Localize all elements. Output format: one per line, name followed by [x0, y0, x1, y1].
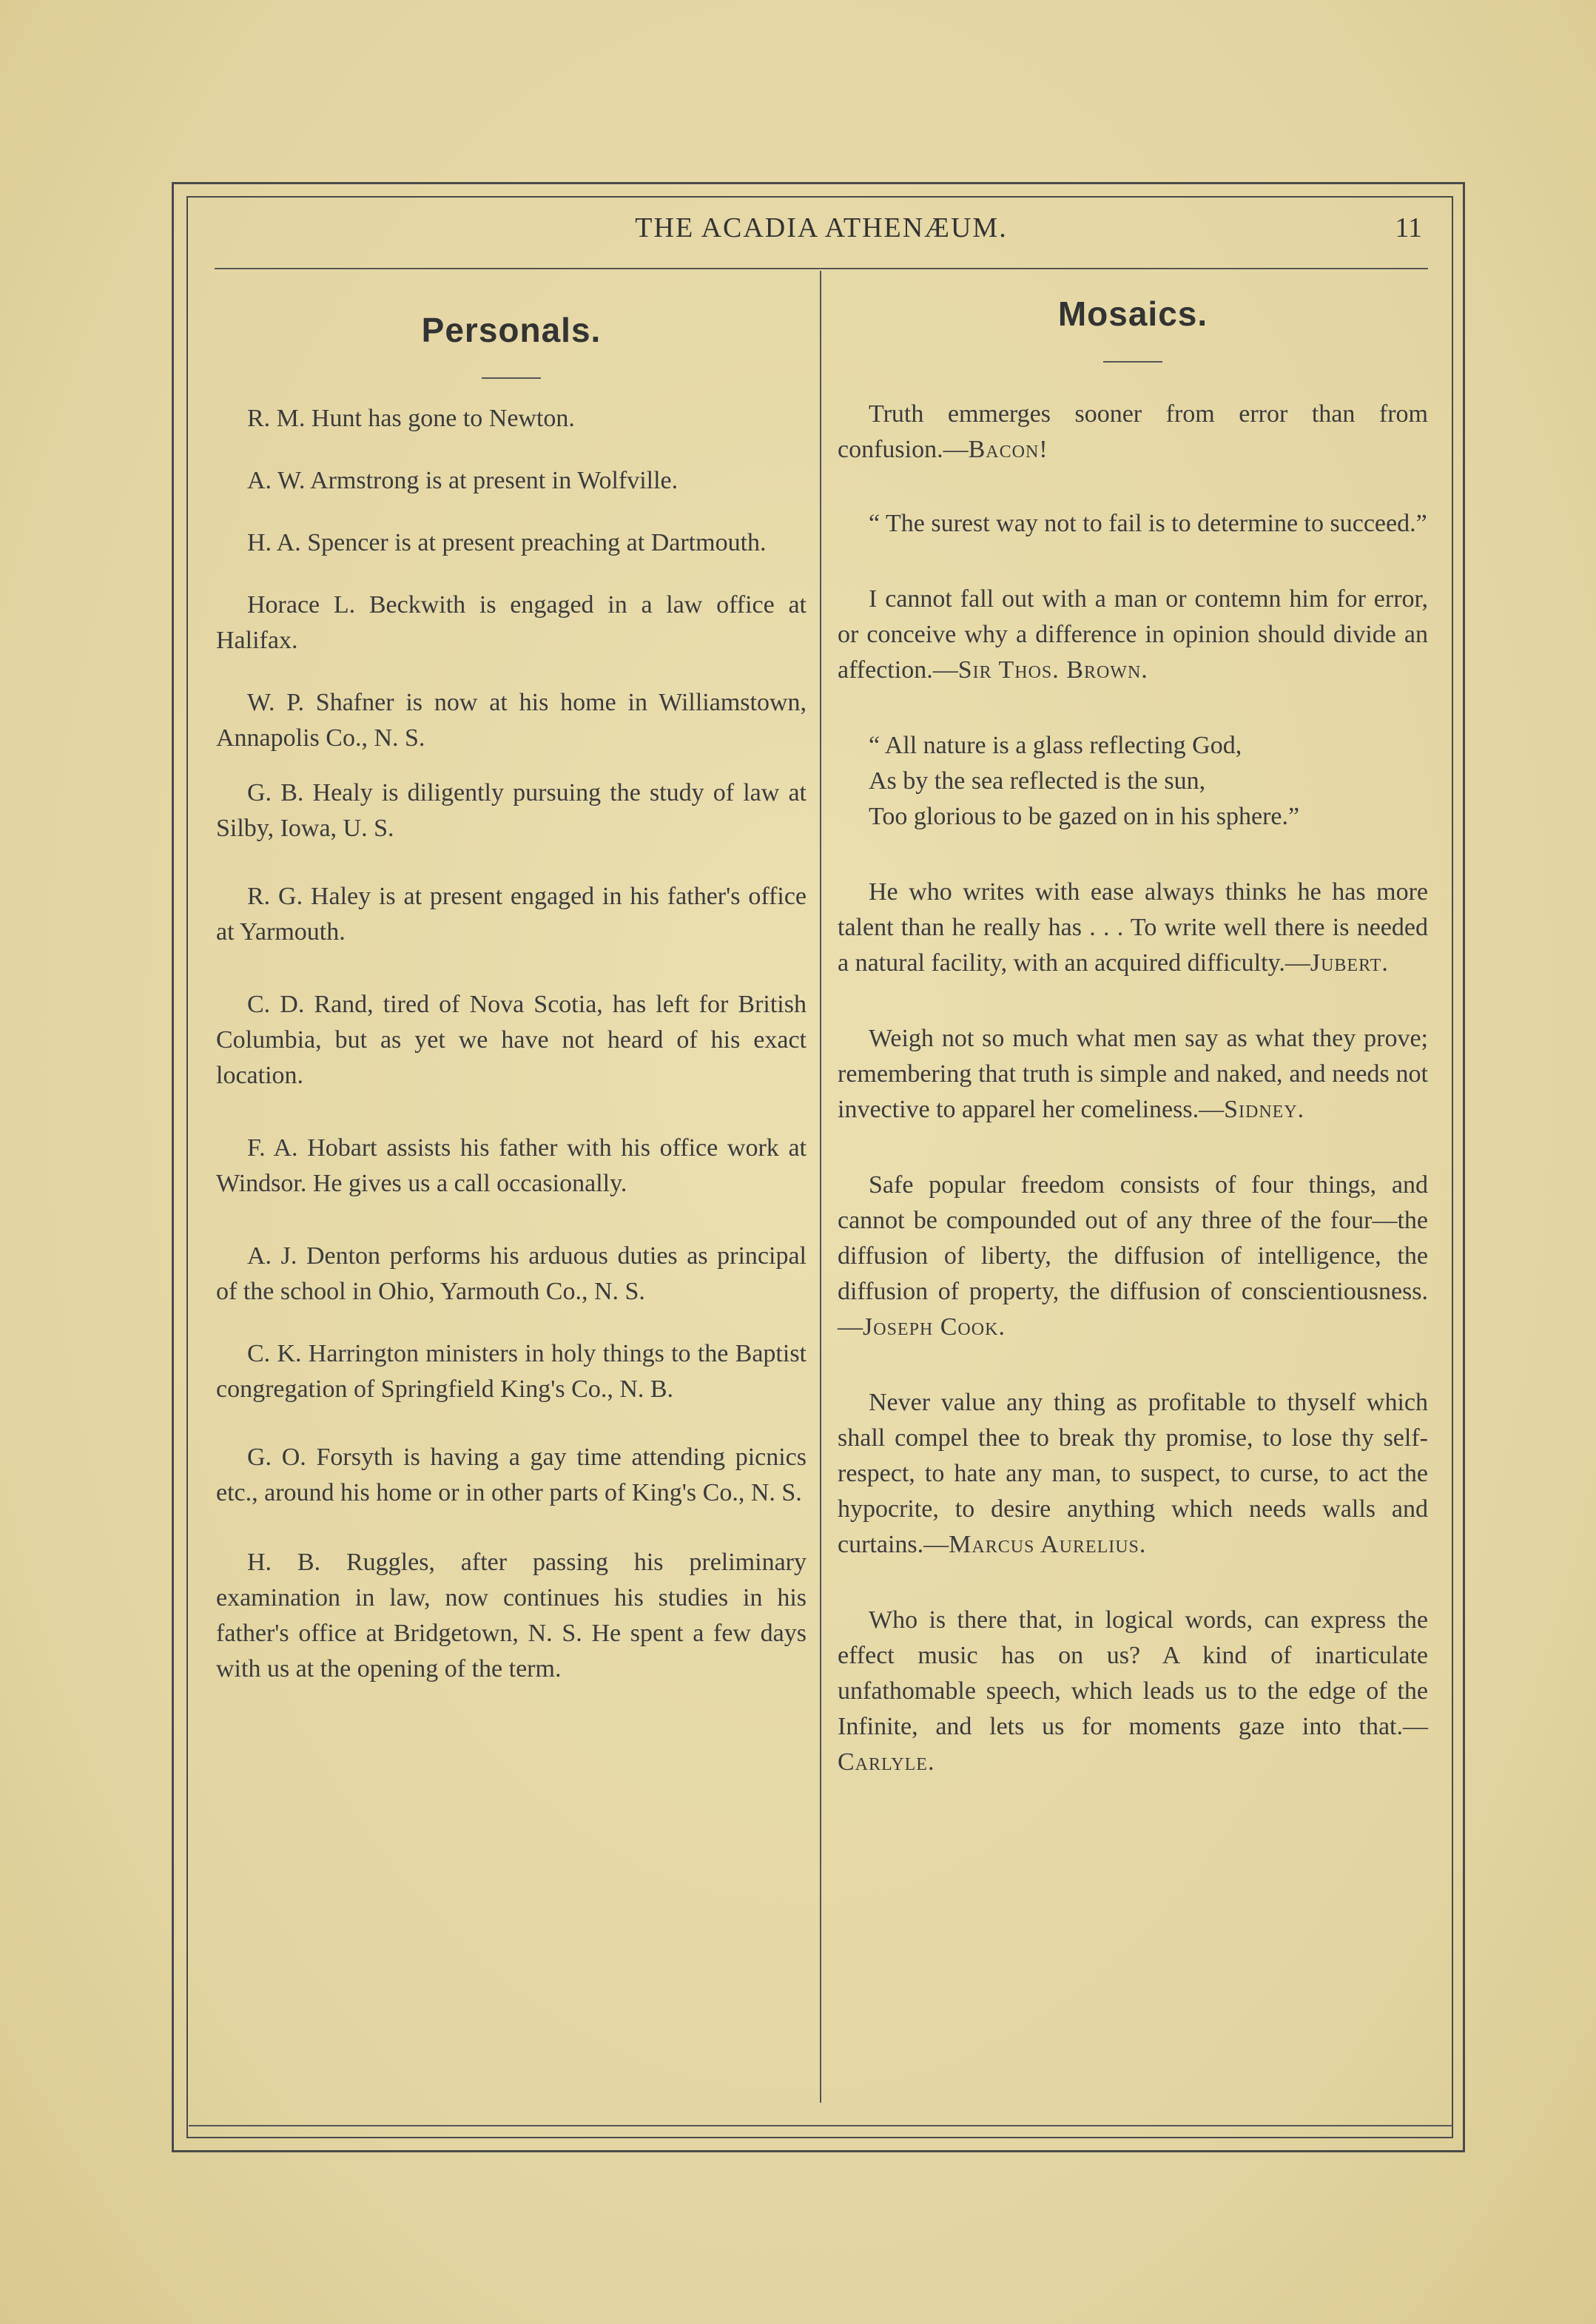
quote-author: Sir Thos. Brown [957, 656, 1142, 684]
page-number: 11 [1395, 212, 1422, 243]
column-divider [820, 271, 821, 2103]
poem-line: As by the sea reflected is the sun, [869, 767, 1206, 795]
personals-heading: Personals. [421, 311, 602, 349]
mosaics-heading-rule [1103, 361, 1162, 363]
mosaic-quote: Never value any thing as profitable to thyself which shall compel thee to break thy promise, to lose thy self-respect, to hate any man, to suspect, to curse, to act the hypocrite, to desire anything which needs walls and curtains.—Marcus Aurelius. [838, 1389, 1428, 1558]
personal-entry: C. K. Harrington ministers in holy things to the Baptist congregation of Springfield King's Co., N. B. [216, 1340, 807, 1403]
mosaic-quote: “ The surest way not to fail is to determine to succeed.” [869, 510, 1427, 537]
bottom-rule [189, 2125, 1452, 2126]
mosaics-entries [838, 397, 1428, 1780]
page-header [215, 207, 1428, 259]
personals-column [216, 274, 807, 1687]
personals-entries [216, 401, 807, 1687]
personal-entry: F. A. Hobart assists his father with his office work at Windsor. He gives us a call occasionally. [216, 1134, 807, 1197]
personal-entry: R. M. Hunt has gone to Newton. [247, 405, 575, 432]
mosaic-poem [838, 728, 1428, 835]
mosaic-quote: He who writes with ease always thinks he has more talent than he really has . . . To write well there is needed a natural facility, with an acquired difficulty.—Jubert. [838, 878, 1428, 977]
personal-entry: Horace L. Beckwith is engaged in a law office at Halifax. [216, 591, 807, 654]
mosaic-quote: Truth emmerges sooner from error than from confusion.—Bacon! [838, 400, 1428, 463]
personal-entry: G. O. Forsyth is having a gay time attending picnics etc., around his home or in other parts of King's Co., N. S. [216, 1444, 807, 1506]
mosaic-quote: Safe popular freedom consists of four things, and cannot be compounded out of any three of the four—the diffusion of liberty, the diffusion of intelligence, the diffusion of property, the diffusion of conscientiousness.—Joseph Cook. [838, 1171, 1428, 1341]
quote-author: Marcus Aurelius [949, 1531, 1139, 1558]
mosaic-quote: I cannot fall out with a man or contemn him for error, or conceive why a difference in opinion should divide an affection.—Sir Thos. Brown. [838, 585, 1428, 684]
journal-title: THE ACADIA ATHENÆUM. [635, 212, 1008, 243]
personal-entry: G. B. Healy is diligently pursuing the study of law at Silby, Iowa, U. S. [216, 779, 807, 842]
mosaic-quote: Weigh not so much what men say as what they prove; remembering that truth is simple and naked, and needs not invective to apparel her comeliness.—Sidney. [838, 1025, 1428, 1123]
quote-author: Carlyle [838, 1748, 928, 1776]
poem-line: “ All nature is a glass reflecting God, [869, 732, 1242, 759]
personal-entry: H. B. Ruggles, after passing his preliminary examination in law, now continues his studies in his father's office at Bridgetown, N. S. He spent a few days with us at the opening of the term. [216, 1549, 807, 1683]
mosaics-heading: Mosaics. [1057, 294, 1208, 333]
header-rule [215, 268, 1428, 269]
mosaic-quote: Who is there that, in logical words, can express the effect music has on us? A kind of inarticulate unfathomable speech, which leads us to the edge of the Infinite, and lets us for moments gaze into that.—Carlyle. [838, 1606, 1428, 1776]
mosaics-column [838, 274, 1428, 1780]
quote-author: Joseph Cook [863, 1313, 999, 1341]
poem-line: Too glorious to be gazed on in his sphere.” [869, 803, 1300, 830]
personal-entry: W. P. Shafner is now at his home in Williamstown, Annapolis Co., N. S. [216, 689, 807, 752]
quote-author: Bacon [968, 436, 1040, 463]
personal-entry: A. J. Denton performs his arduous duties as principal of the school in Ohio, Yarmouth Co., N. S. [216, 1242, 807, 1305]
personal-entry: A. W. Armstrong is at present in Wolfville. [247, 467, 679, 494]
personals-heading-rule [482, 377, 541, 379]
personal-entry: H. A. Spencer is at present preaching at Dartmouth. [247, 529, 767, 556]
quote-author: Jubert [1310, 949, 1382, 977]
personal-entry: C. D. Rand, tired of Nova Scotia, has left for British Columbia, but as yet we have not heard of his exact location. [216, 991, 807, 1089]
quote-author: Sidney [1224, 1096, 1298, 1123]
personal-entry: R. G. Haley is at present engaged in his father's office at Yarmouth. [216, 883, 807, 946]
